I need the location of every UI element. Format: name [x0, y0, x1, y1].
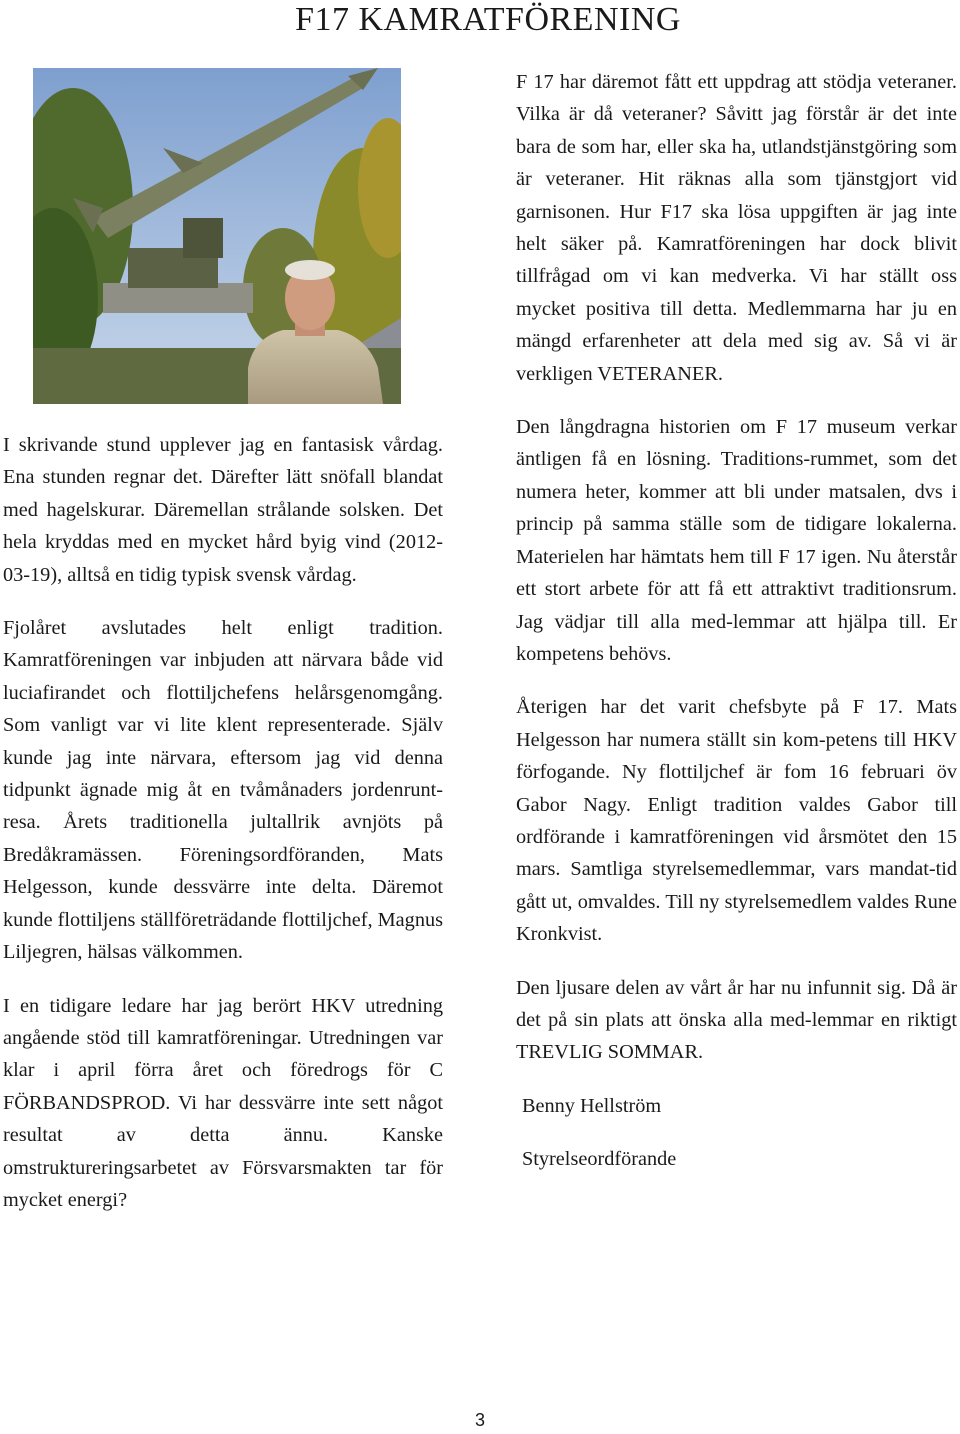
right-paragraph-3: Återigen har det varit chefsbyte på F 17. Mats Helgesson har numera ställt sin kom-petens till HKV förfogande. Ny flottiljchef är fom 16 februari öv Gabor Nagy. Enligt tradition valdes Gabor till ordförande i kamratföreningen vid årsmötet den 15 mars. Samtliga styrelsemedlemmar, vars mandat-tid gått ut, omvaldes. Till ny styrelsemedlem valdes Rune Kronkvist.	[516, 696, 957, 946]
right-paragraph-1: F 17 har däremot fått ett uppdrag att stödja veteraner. Vilka är då veteraner? Såvitt jag förstår är det inte bara de som har, eller ska ha, utlandstjänstgöring som är veteraner. Hit räknas alla som tjänstgjort vid garnisonen. Hur F17 ska lösa uppgiften är jag inte helt säker på. Kamratföreningen har dock blivit tillfrågad om vi kan medverka. Vi har ställt oss mycket positiva till detta. Medlemmarna har ju en mängd erfarenheter att dela med sig av. Så vi är verkligen VETERANER.	[516, 71, 957, 385]
left-paragraph-3: I en tidigare ledare har jag berört HKV utredning angående stöd till kamratföreningar. Utredningen var klar i april förra året och föredrogs för C FÖRBANDSPROD. Vi har dessvärre inte sett något resultat av detta ännu. Kanske omstruktureringsarbetet av Försvarsmakten tar för mycket energi?	[3, 994, 443, 1211]
page-title	[0, 0, 960, 40]
right-paragraph-4: Den ljusare delen av vårt år har nu infunnit sig. Då är det på sin plats att önska alla med-lemmar en riktigt TREVLIG SOMMAR.	[516, 976, 957, 1064]
page-title-text: F17 KAMRATFÖRENING	[295, 1, 681, 38]
signature-title: Styrelseordförande	[522, 1148, 677, 1171]
photo-illustration	[33, 68, 401, 404]
right-column	[516, 66, 957, 1197]
signature-name: Benny Hellström	[522, 1094, 662, 1117]
right-paragraph-2: Den långdragna historien om F 17 museum verkar äntligen få en lösning. Traditions-rummet, som det numera heter, kommer att bli under matsalen, dvs i princip på samma ställe som de tidigare lokalerna. Materielen har hämtats hem till F 17 igen. Nu återstår ett stort arbete för att få ett attraktivt traditionsrum. Jag vädjar till alla med-lemmar att hjälpa till. Er kompetens behövs.	[516, 416, 957, 665]
left-paragraph-1: I skrivande stund upplever jag en fantasisk vårdag. Ena stunden regnar det. Därefter lätt snöfall blandat med hagelskurar. Däremellan strålande solsken. Det hela kryddas med en mycket hård byig vind (2012-03-19), alltså en tidig typisk svensk vårdag.	[3, 434, 443, 586]
page-number: 3	[474, 1410, 485, 1430]
left-paragraph-2: Fjolåret avslutades helt enligt tradition. Kamratföreningen var inbjuden att närvara både vid luciafirandet och flottiljchefens helårsgenomgång. Som vanligt var vi lite klent representerade. Själv kunde jag inte närvara, eftersom jag vid denna tidpunkt ägnade mig åt en tvåmånaders jordenrunt-resa. Årets traditionella jultallrik avnjöts på Bredåkramässen. Föreningsordföranden, Mats Helgesson, kunde dessvärre inte delta. Däremot kunde flottiljens ställföreträdande flottiljchef, Magnus Liljegren, hälsas välkommen.	[3, 617, 443, 964]
photo-missile-and-man	[33, 68, 401, 404]
left-column	[3, 429, 443, 1237]
